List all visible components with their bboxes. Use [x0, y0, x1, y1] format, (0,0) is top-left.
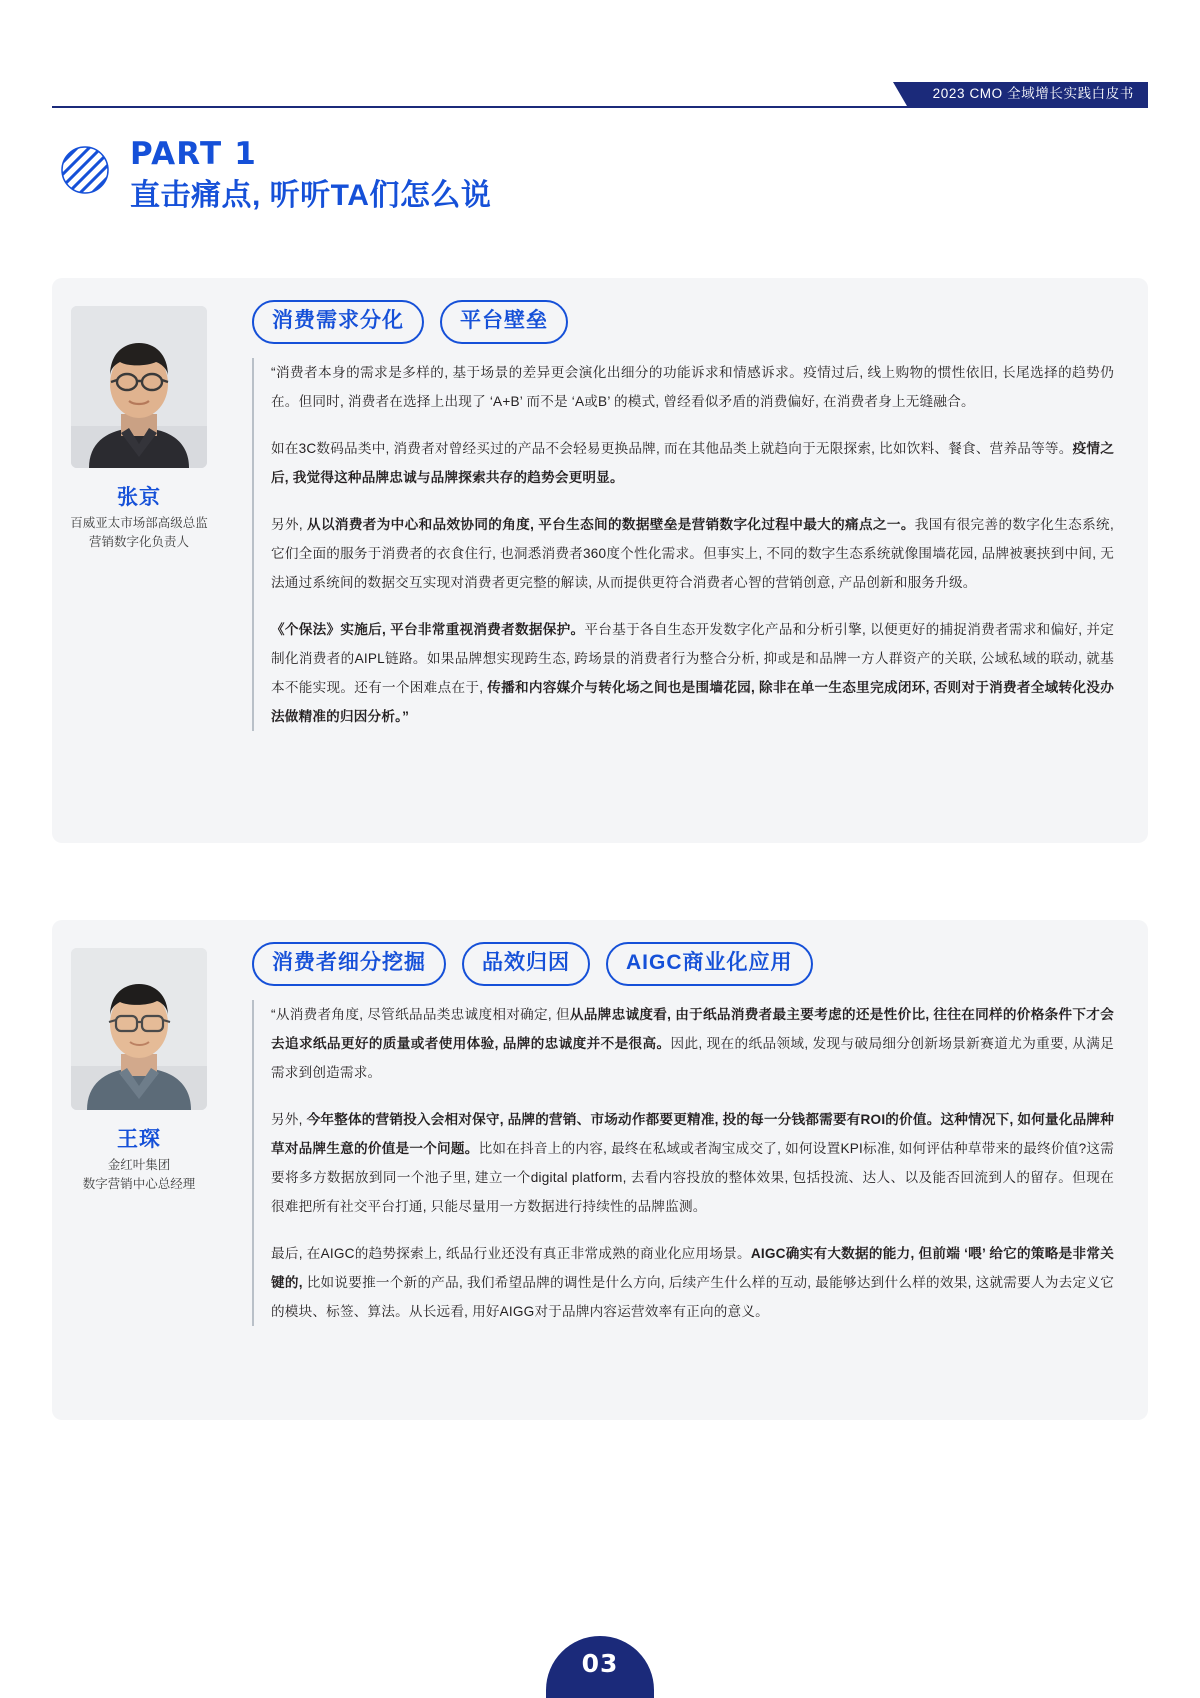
quote-paragraph [271, 615, 1114, 731]
body-text: “消费者本身的需求是多样的, 基于场景的差异更会演化出细分的功能诉求和情感诉求。 [271, 365, 804, 380]
topic-tag: 平台壁垒 [440, 300, 568, 344]
body-text: 我国有很完善的数字化生态系统, 它们全面的服务于消费者的衣食住行, 也洞悉消费者360度个性化需求。但事实上, 不同的数字生态系统就像围墙花园, 品牌被裹挟到中间, 无法通过系统间的数据交互实现对消费者更完整的解读, 从而提供更符合消费者心智的营销创意, 产品创新和服务升级。 [271, 517, 1114, 590]
topic-tag-list [252, 942, 813, 986]
person-role [60, 1156, 218, 1194]
emphasis-text: AIGC确实有大数据的能力, 但前端 ‘喂’ 给它的策略是非常关键的, [271, 1246, 1115, 1290]
emphasis-text: 疫情之后, 我觉得这种品牌忠诚与品牌探索共存的趋势会更明显。 [271, 441, 1114, 485]
topic-tag: 消费者细分挖掘 [252, 942, 446, 986]
interview-card [52, 920, 1148, 1420]
body-text: 比如说要推一个新的产品, 我们希望品牌的调性是什么方向, 后续产生什么样的互动, 最能够达到什么样的效果, 这就需要人为去定义它的模块、标签、算法。从长远看, 用好AIGG对于品牌内容运营效率有正向的意义。 [271, 1275, 1114, 1319]
quote-paragraph [271, 1239, 1114, 1326]
emphasis-text: 今年整体的营销投入会相对保守, 品牌的营销、市场动作都要更精准, 投的每一分钱都需要有ROI的价值。这种情况下, 如何量化品牌种草对品牌生意的价值是一个问题。 [271, 1112, 1115, 1156]
interview-card [52, 278, 1148, 843]
topic-tag-list [252, 300, 568, 344]
topic-tag: 品效归因 [462, 942, 590, 986]
body-text: 平台基于各自生态开发数字化产品和分析引擎, 以便更好的捕捉消费者需求和偏好, 并定制化消费者的AIPL链路。如果品牌想实现跨生态, 跨场景的消费者行为整合分析, 抑或是和品牌一方人群资产的关联, 公域私域的联动, 就基本不能实现。还有一个困难点在于, [271, 622, 1114, 695]
body-text: “从消费者角度, 尽管纸品品类忠诚度相对确定, 但 [271, 1007, 570, 1022]
quote-body [252, 358, 1114, 731]
emphasis-text: 《个保法》实施后, 平台非常重视消费者数据保护。 [271, 622, 585, 637]
body-text: 如在3C数码品类中, 消费者对曾经买过的产品不会轻易更换品牌, 而在其他品类上就趋向于无限探索, 比如饮料、餐食、营养品等等。 [271, 441, 1073, 456]
quote-paragraph [271, 1000, 1114, 1087]
body-text: 因此, 现在的纸品领域, 发现与破局细分创新场景新赛道尤为重要, 从满足需求到创造需求。 [271, 1036, 1114, 1080]
emphasis-text: 传播和内容媒介与转化场之间也是围墙花园, 除非在单一生态里完成闭环, 否则对于消费者全域转化没办法做精准的归因分析。” [271, 680, 1114, 724]
header-divider [52, 106, 1148, 108]
body-text: 比如在抖音上的内容, 最终在私域或者淘宝成交了, 如何设置KPI标准, 如何评估种草带来的最终价值?这需要将多方数据放到同一个池子里, 建立一个digital platform, 去看内容投放的整体效果, 包括投流、达人、以及能否回流到人的留存。但现在很难把所有社交平台打通, 只能尽量用一方数据进行持续性的品牌监测。 [271, 1141, 1115, 1214]
person-role-line1: 百威亚太市场部高级总监 [70, 516, 208, 530]
body-text: 疫情过后, 线上购物的惯性依旧, 长尾选择的趋势仍在。但同时, 消费者在选择上出现了 ‘A+B’ 而不是 ‘A或B’ 的模式, 曾经看似矛盾的消费偏好, 在消费者身上无缝融合。 [271, 365, 1115, 409]
quote-paragraph [271, 1105, 1114, 1221]
avatar [71, 306, 207, 468]
person-role-line2: 数字营销中心总经理 [82, 1177, 196, 1191]
part-heading [60, 135, 960, 216]
person-name: 张京 [117, 486, 161, 509]
quote-body [252, 1000, 1114, 1326]
body-text: 另外, [271, 517, 307, 532]
page-number-badge: 03 [546, 1636, 654, 1698]
striped-circle-icon [60, 145, 110, 195]
person-role [60, 514, 218, 552]
body-text: 另外, [271, 1112, 307, 1127]
emphasis-text: 从品牌忠诚度看, 由于纸品消费者最主要考虑的还是性价比, 往往在同样的价格条件下才会去追求纸品更好的质量或者使用体验, 品牌的忠诚度并不是很高。 [271, 1007, 1114, 1051]
topic-tag: 消费需求分化 [252, 300, 424, 344]
part-label: PART 1 [130, 136, 258, 172]
topic-tag: AIGC商业化应用 [606, 942, 813, 986]
emphasis-text: 从以消费者为中心和品效协同的角度, 平台生态间的数据壁垒是营销数字化过程中最大的痛点之一。 [307, 517, 915, 532]
person-role-line2: 营销数字化负责人 [88, 535, 189, 549]
body-text: 最后, 在AIGC的趋势探索上, 纸品行业还没有真正非常成熟的商业化应用场景。 [271, 1246, 751, 1261]
avatar [71, 948, 207, 1110]
quote-paragraph [271, 358, 1114, 416]
header-title-tab: 2023 CMO 全域增长实践白皮书 [907, 82, 1148, 106]
quote-paragraph [271, 510, 1114, 597]
quote-paragraph [271, 434, 1114, 492]
person-name: 王琛 [117, 1128, 161, 1151]
part-title: 直击痛点, 听听TA们怎么说 [130, 179, 492, 212]
page-header [52, 82, 1148, 108]
person-role-line1: 金红叶集团 [107, 1158, 171, 1172]
